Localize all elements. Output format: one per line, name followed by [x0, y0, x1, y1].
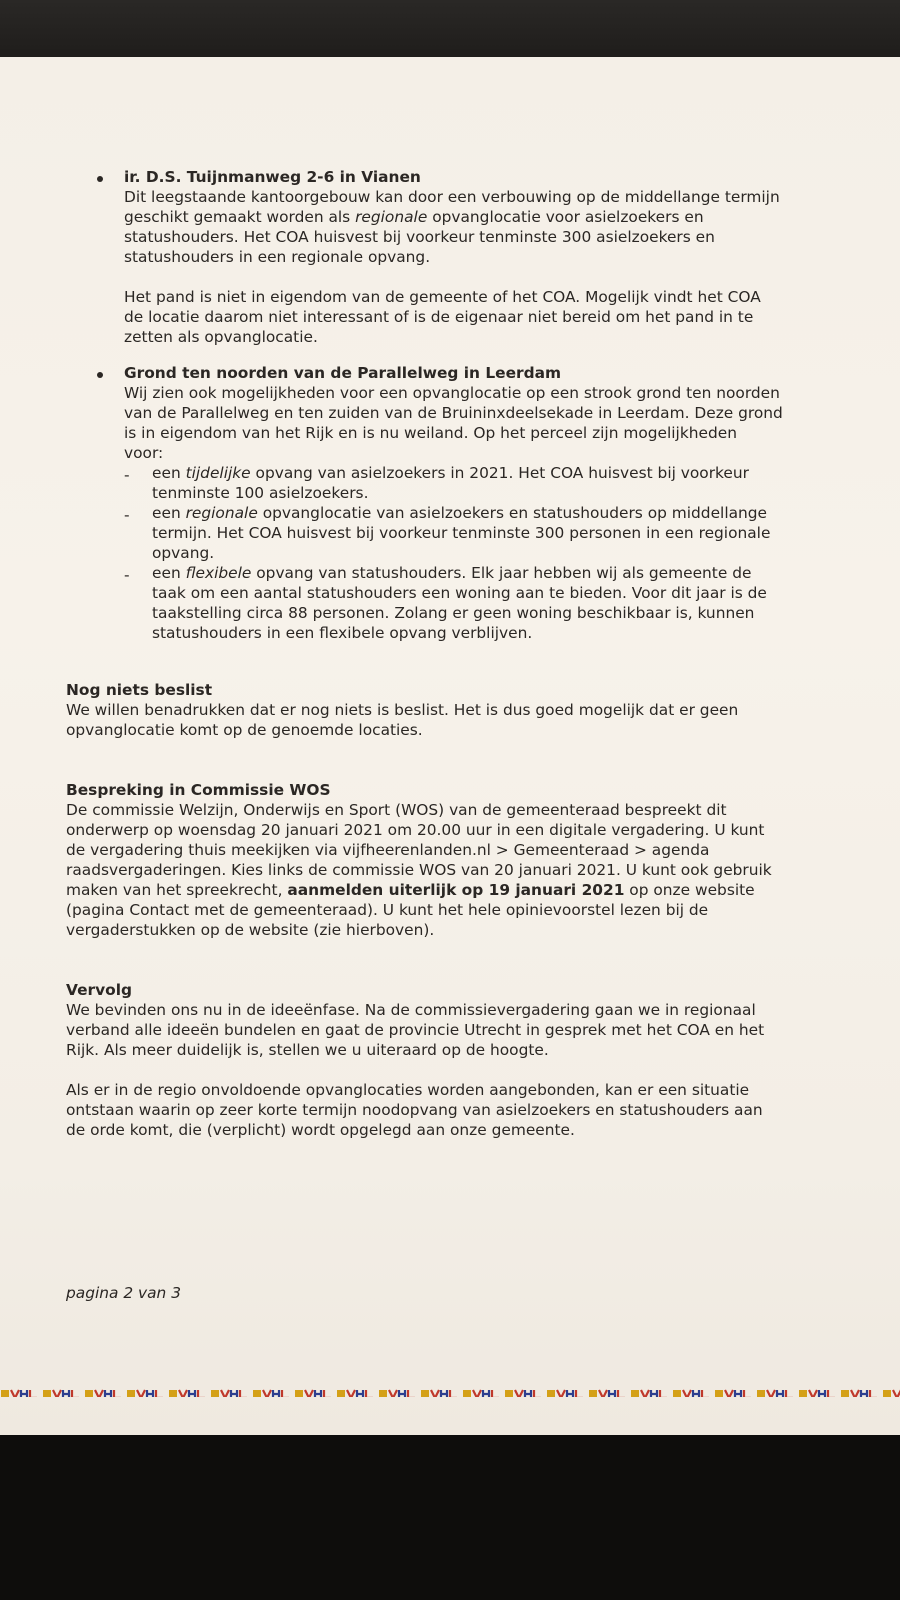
text-line: Rijk. Als meer duidelijk is, stellen we u uiteraard op de hoogte. — [66, 1041, 549, 1059]
background-top — [0, 0, 900, 58]
stripe-logo-mark — [798, 1388, 840, 1397]
stripe-logo-mark — [588, 1388, 630, 1397]
text-line: taakstelling circa 88 personen. Zolang er geen woning beschikbaar is, kunnen — [152, 604, 755, 622]
paragraph-vervolg-1 — [66, 1000, 764, 1060]
stripe-logo-mark — [714, 1388, 756, 1397]
bullet1-paragraph-2 — [124, 287, 761, 347]
decorative-stripe — [0, 1385, 900, 1397]
text-line: van de Parallelweg en ten zuiden van de Bruininxdeelsekade in Leerdam. Deze grond — [124, 404, 783, 422]
stripe-logo-mark — [84, 1388, 126, 1397]
registration-deadline: aanmelden uiterlijk op 19 januari 2021 — [287, 881, 625, 899]
text-line: statushouders. Het COA huisvest bij voorkeur tenminste 300 asielzoekers en — [124, 228, 715, 246]
heading-nog-niets-beslist: Nog niets beslist — [66, 681, 213, 699]
text-line: een flexibele opvang van statushouders. Elk jaar hebben wij als gemeente de — [152, 564, 752, 582]
text-line: We bevinden ons nu in de ideeënfase. Na de commissievergadering gaan we in regionaal — [66, 1001, 756, 1019]
stripe-logo-mark — [672, 1388, 714, 1397]
stripe-logo-mark — [252, 1388, 294, 1397]
stripe-logo-mark — [336, 1388, 378, 1397]
page-number: pagina 2 van 3 — [66, 1284, 181, 1302]
text-line: vergaderstukken op de website (zie hierboven). — [66, 921, 435, 939]
text-line: tenminste 100 asielzoekers. — [152, 484, 369, 502]
bullet-dot — [97, 372, 103, 378]
dash-marker: - — [124, 566, 130, 584]
bullet1-paragraph-1 — [124, 187, 780, 267]
text-line: statushouders in een flexibele opvang verblijven. — [152, 624, 533, 642]
text-line: onderwerp op woensdag 20 januari 2021 om 20.00 uur in een digitale vergadering. U kunt — [66, 821, 765, 839]
dash-item-tijdelijke — [152, 463, 749, 503]
text-line: voor: — [124, 444, 164, 462]
text-line: We willen benadrukken dat er nog niets is beslist. Het is dus goed mogelijk dat er geen — [66, 701, 739, 719]
text-line: raadsvergaderingen. Kies links de commissie WOS van 20 januari 2021. U kunt ook gebruik — [66, 861, 772, 879]
stripe-logo-mark — [0, 1388, 42, 1397]
bullet2-title: Grond ten noorden van de Parallelweg in Leerdam — [124, 364, 562, 382]
paragraph-beslist — [66, 700, 738, 740]
stripe-logo-mark — [210, 1388, 252, 1397]
stripe-logo-mark — [294, 1388, 336, 1397]
text-line: Dit leegstaande kantoorgebouw kan door een verbouwing op de middellange termijn — [124, 188, 780, 206]
heading-vervolg: Vervolg — [66, 981, 132, 999]
heading-commissie-wos: Bespreking in Commissie WOS — [66, 781, 331, 799]
text-line: opvang. — [152, 544, 215, 562]
text-line: de orde komt, die (verplicht) wordt opgelegd aan onze gemeente. — [66, 1121, 575, 1139]
text-line: geschikt gemaakt worden als regionale opvanglocatie voor asielzoekers en — [124, 208, 704, 226]
stripe-logo-mark — [42, 1388, 84, 1397]
stripe-logo-mark — [420, 1388, 462, 1397]
stripe-logo-mark — [882, 1388, 900, 1397]
background-bottom — [0, 1435, 900, 1600]
dash-marker: - — [124, 506, 130, 524]
text-line: de vergadering thuis meekijken via vijfheerenlanden.nl > Gemeenteraad > agenda — [66, 841, 710, 859]
dash-marker: - — [124, 466, 130, 484]
text-line: een regionale opvanglocatie van asielzoekers en statushouders op middellange — [152, 504, 768, 522]
stripe-logo-mark — [630, 1388, 672, 1397]
text-line: De commissie Welzijn, Onderwijs en Sport (WOS) van de gemeenteraad bespreekt dit — [66, 801, 727, 819]
stripe-logo-mark — [168, 1388, 210, 1397]
paragraph-vervolg-2 — [66, 1080, 763, 1140]
text-line: termijn. Het COA huisvest bij voorkeur tenminste 300 personen in een regionale — [152, 524, 771, 542]
stripe-logo-mark — [756, 1388, 798, 1397]
text-line: is in eigendom van het Rijk en is nu weiland. Op het perceel zijn mogelijkheden — [124, 424, 737, 442]
stripe-logo-mark — [378, 1388, 420, 1397]
text-line: ontstaan waarin op zeer korte termijn noodopvang van asielzoekers en statushouders aan — [66, 1101, 763, 1119]
bullet2-paragraph — [124, 383, 783, 463]
stripe-logo-mark — [504, 1388, 546, 1397]
text-line: zetten als opvanglocatie. — [124, 328, 318, 346]
dash-item-flexibele — [152, 563, 767, 643]
text-line: taak om een aantal statushouders een woning aan te bieden. Voor dit jaar is de — [152, 584, 767, 602]
stripe-logo-mark — [462, 1388, 504, 1397]
text-line: maken van het spreekrecht, aanmelden uiterlijk op 19 januari 2021 op onze website — [66, 881, 755, 899]
bullet-dot — [97, 176, 103, 182]
text-line: statushouders in een regionale opvang. — [124, 248, 431, 266]
text-line: (pagina Contact met de gemeenteraad). U kunt het hele opinievoorstel lezen bij de — [66, 901, 709, 919]
text-line: de locatie daarom niet interessant of is de eigenaar niet bereid om het pand in te — [124, 308, 754, 326]
stripe-logo-mark — [840, 1388, 882, 1397]
text-line: Als er in de regio onvoldoende opvanglocaties worden aangebonden, kan er een situatie — [66, 1081, 750, 1099]
text-line: een tijdelijke opvang van asielzoekers in 2021. Het COA huisvest bij voorkeur — [152, 464, 749, 482]
stripe-logo-mark — [126, 1388, 168, 1397]
dash-item-regionale — [152, 503, 770, 563]
text-line: Het pand is niet in eigendom van de gemeente of het COA. Mogelijk vindt het COA — [124, 288, 761, 306]
paragraph-wos — [66, 800, 772, 940]
text-line: opvanglocatie komt op de genoemde locaties. — [66, 721, 423, 739]
bullet1-title: ir. D.S. Tuijnmanweg 2-6 in Vianen — [124, 168, 421, 186]
text-line: Wij zien ook mogelijkheden voor een opvanglocatie op een strook grond ten noorden — [124, 384, 780, 402]
stripe-logo-mark — [546, 1388, 588, 1397]
text-line: verband alle ideeën bundelen en gaat de provincie Utrecht in gesprek met het COA en het — [66, 1021, 765, 1039]
